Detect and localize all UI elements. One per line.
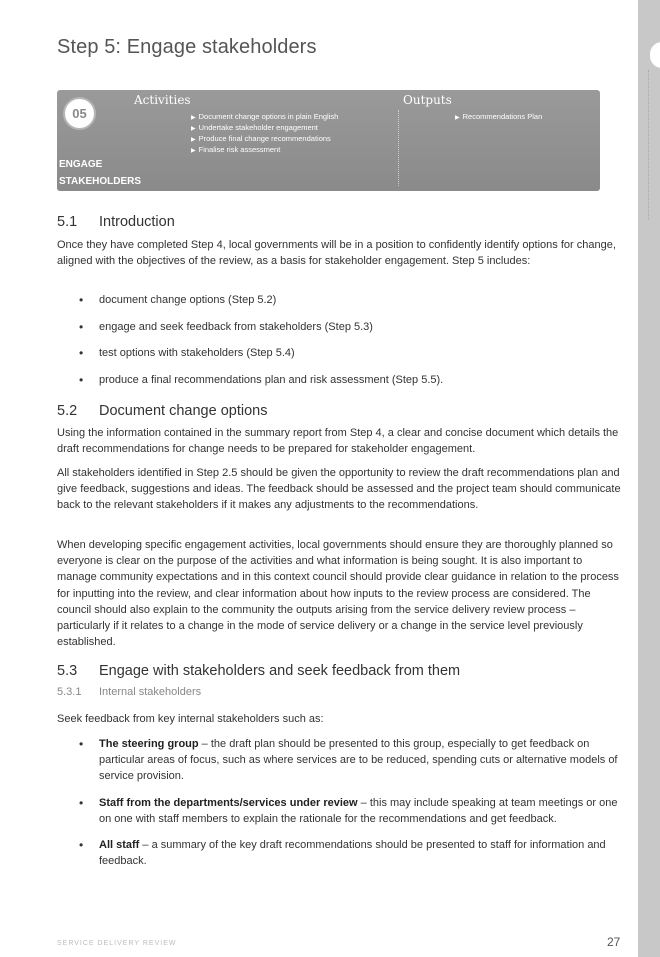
list-item: • test options with stakeholders (Step 5.4) [79,345,619,361]
item-lead: All staff [99,839,140,852]
section-heading-5-3 [57,663,460,679]
intro-paragraph: Once they have completed Step 4, local governments will be in a position to confidently identify options for change, aligned with the objectives of the review, as a basis for stakeholder engagement. Step 5 includes: [57,239,616,268]
step-banner [57,90,600,191]
section-heading-5-1 [57,214,175,230]
activity-item: ▶ Finalise risk assessment [191,145,338,156]
list-item [79,736,619,785]
footer-title: SERVICE DELIVERY REVIEW [57,940,177,947]
list-item: • document change options (Step 5.2) [79,292,619,308]
paragraph: All stakeholders identified in Step 2.5 should be given the opportunity to review the draft recommendations plan and give feedback, suggestions and ideas. The feedback should be assessed and the project team should communicate back to the relevant stakeholders if it makes any adjustments to the recommendations. [57,467,621,512]
item-lead: The steering group [99,738,199,750]
banner-divider [398,110,399,186]
activity-item: ▶ Undertake stakeholder engagement [191,123,338,134]
outputs-list [455,112,542,123]
step-name [59,156,141,190]
subsection-number: 5.3.1 [57,686,82,698]
subsection-title: Internal stakeholders [99,686,202,698]
paragraph: Using the information contained in the summary report from Step 4, a clear and concise document which details the draft recommendations for change needs to be prepared for stakeholder engagement. [57,427,619,456]
side-tab-label [648,70,657,220]
page-title: Step 5: Engage stakeholders [57,36,317,58]
list-item: • produce a final recommendations plan and risk assessment (Step 5.5). [79,372,619,388]
item-text: – this may include speaking at team meetings or one on one with staff members to explain the rationale for the recommendations and get feedback. [99,796,618,825]
step-name-line2: STAKEHOLDERS [59,176,142,187]
subsection-heading-5-3-1 [57,686,201,698]
step-number-badge: 05 [63,97,96,130]
item-text: – the draft plan should be presented to this group, especially to get feedback on particular areas of focus, such as where services are to be reduced, spending cuts or alternative models of service provision. [99,738,618,783]
page-number: 27 [607,935,621,949]
list-item [79,795,619,827]
output-item: ▶ Recommendations Plan [455,112,542,123]
paragraph: When developing specific engagement activities, local governments should ensure they are thoroughly planned so everyone is clear on the purpose of the activities and what information is being sought. It is also important to manage community expectations and in this context council should provide clear guidance in relation to the process for inputting into the review, and clear information about how inputs to the review process are considered. The council should also explain to the community the outputs arising from the service delivery review process – particularly if it relates to a change in the mode of service delivery or a change in the service level previously established. [57,539,619,649]
item-text: – a summary of the key draft recommendations should be presented to staff for information and feedback. [99,839,606,868]
list-item: • engage and seek feedback from stakeholders (Step 5.3) [79,319,619,335]
section-title: Introduction [99,214,175,230]
paragraph: Seek feedback from key internal stakeholders such as: [57,713,324,725]
activity-item: ▶ Produce final change recommendations [191,134,338,145]
item-lead: Staff from the departments/services under review [99,796,358,809]
internal-stakeholders-list [79,736,619,869]
list-item [79,837,619,869]
step-5-list [79,292,619,388]
activities-heading: Activities [134,93,191,107]
activity-item: ▶ Document change options in plain English [191,112,338,123]
activities-list [191,112,338,156]
section-number: 5.2 [57,403,78,419]
section-number: 5.3 [57,663,78,679]
section-title: Document change options [99,403,268,419]
section-number: 5.1 [57,214,78,230]
outputs-heading: Outputs [403,93,452,107]
section-heading-5-2 [57,403,267,419]
section-title: Engage with stakeholders and seek feedback from them [99,663,461,679]
step-name-line1: ENGAGE [59,159,103,170]
